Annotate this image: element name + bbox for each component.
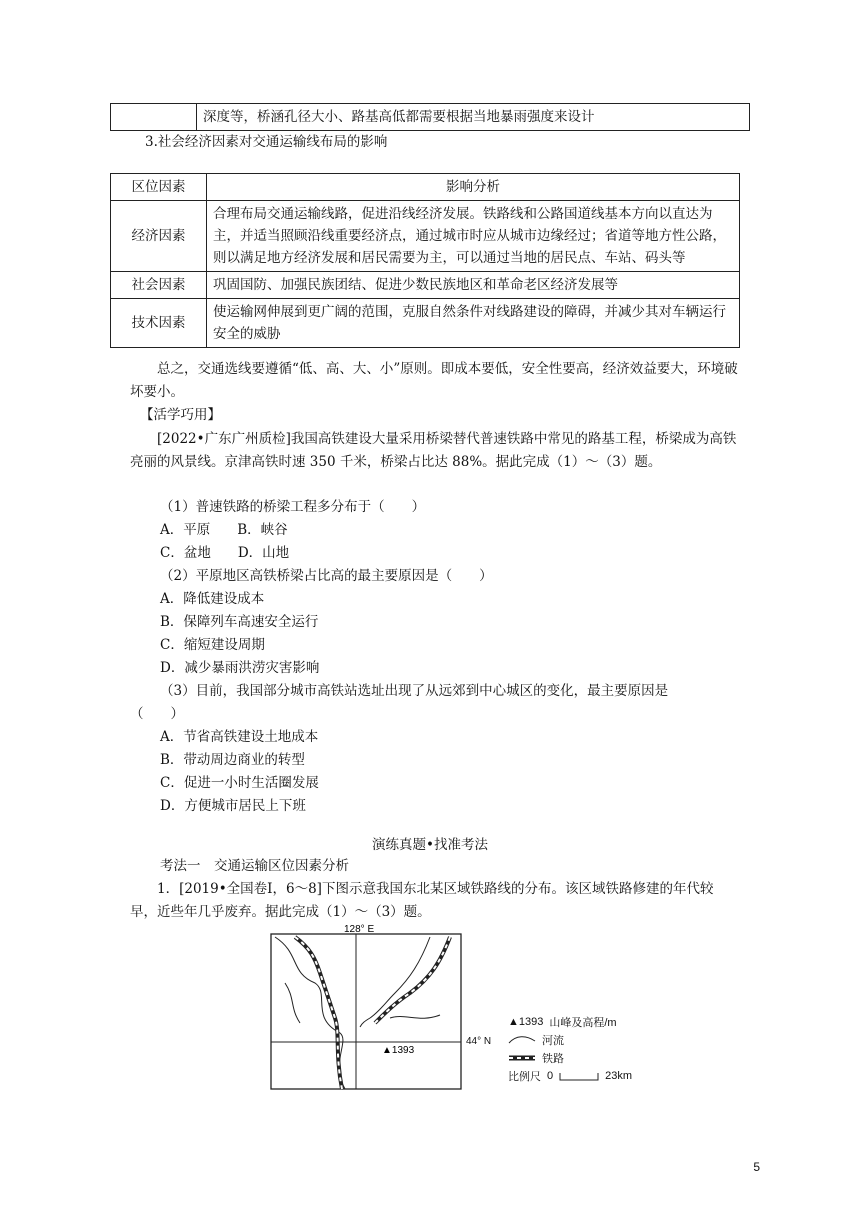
q1-options-row1: A．平原 B．峡谷 bbox=[160, 522, 288, 538]
scale-zero: 0 bbox=[547, 1070, 554, 1082]
method1-title: 考法一 交通运输区位因素分析 bbox=[160, 858, 349, 874]
legend-scale bbox=[508, 1067, 632, 1085]
railway-line bbox=[375, 937, 450, 1023]
row-analysis: 巩固国防、加强民族团结、促进少数民族地区和革命老区经济发展等 bbox=[207, 272, 740, 299]
practice-title: 【活学巧用】 bbox=[140, 407, 221, 423]
header-factor: 区位因素 bbox=[111, 174, 207, 201]
q2-option: C．缩短建设周期 bbox=[160, 637, 265, 653]
exam-intro: 1．[2019•全国卷Ⅰ，6～8]下图示意我国东北某区域铁路线的分布。该区域铁路修建的年代较早，近些年几乎废弃。据此完成（1）～（3）题。 bbox=[130, 881, 714, 920]
river-icon bbox=[508, 1035, 536, 1045]
legend-peak-label: 山峰及高程/m bbox=[549, 1017, 617, 1029]
legend-river-label: 河流 bbox=[542, 1035, 564, 1047]
top-table bbox=[110, 103, 750, 131]
river-line bbox=[285, 983, 300, 1023]
map-frame bbox=[271, 934, 461, 1089]
scale-bar-icon bbox=[559, 1071, 599, 1081]
q3-option: A．节省高铁建设土地成本 bbox=[160, 729, 319, 745]
header-analysis: 影响分析 bbox=[207, 174, 740, 201]
row-factor: 社会因素 bbox=[111, 272, 207, 299]
table-header-row bbox=[111, 174, 740, 201]
q3-option: D．方便城市居民上下班 bbox=[160, 798, 306, 814]
scale-value: 23km bbox=[605, 1070, 633, 1082]
practice-intro: [2022•广东广州质检]我国高铁建设大量采用桥梁替代普速铁路中常见的路基工程，桥梁成为高铁亮丽的风景线。京津高铁时速 350 千米，桥梁占比达 88%。据此完成（1）～（3）题。 bbox=[130, 431, 737, 470]
factor-table bbox=[110, 173, 740, 348]
q2-option: D．减少暴雨洪涝灾害影响 bbox=[160, 660, 320, 676]
railway-map bbox=[270, 923, 470, 1093]
q3-stem-cont: （ ） bbox=[130, 706, 184, 722]
table-row bbox=[111, 201, 740, 272]
legend-railway-label: 铁路 bbox=[542, 1053, 564, 1065]
longitude-label: 128° E bbox=[344, 924, 375, 935]
row-analysis: 合理布局交通运输线路，促进沿线经济发展。铁路线和公路国道线基本方向以直达为主，并适当照顾沿线重要经济点，通过城市时应从城市边缘经过；省道等地方性公路，则以满足地方经济发展和居民需要为主，可以通过当地的居民点、车站、码头等 bbox=[207, 201, 740, 272]
section-heading: 演练真题•找准考法 bbox=[372, 837, 488, 853]
peak-label: ▲1393 bbox=[382, 1045, 415, 1056]
table-row bbox=[111, 272, 740, 299]
railway-icon bbox=[508, 1053, 536, 1063]
row-factor: 经济因素 bbox=[111, 201, 207, 272]
q1-stem: （1）普速铁路的桥梁工程多分布于（ ） bbox=[160, 499, 426, 515]
legend-peak bbox=[508, 1013, 632, 1031]
legend-scale-label: 比例尺 bbox=[508, 1071, 541, 1083]
top-table-empty-cell bbox=[111, 104, 197, 131]
river-line bbox=[390, 1015, 440, 1018]
legend-river bbox=[508, 1031, 632, 1049]
q2-option: B．保障列车高速安全运行 bbox=[160, 614, 319, 630]
q2-option: A．降低建设成本 bbox=[160, 591, 265, 607]
map-legend bbox=[508, 1013, 632, 1085]
q2-stem: （2）平原地区高铁桥梁占比高的最主要原因是（ ） bbox=[160, 568, 493, 584]
section3-title: 3.社会经济因素对交通运输线布局的影响 bbox=[145, 134, 388, 150]
table-row bbox=[111, 299, 740, 348]
peak-icon: ▲1393 bbox=[508, 1016, 544, 1028]
railway-line bbox=[295, 937, 342, 1089]
legend-railway bbox=[508, 1049, 632, 1067]
page-number: 5 bbox=[753, 1160, 760, 1174]
q3-stem: （3）目前，我国部分城市高铁站选址出现了从远郊到中心城区的变化，最主要原因是 bbox=[160, 683, 669, 699]
row-analysis: 使运输网伸展到更广阔的范围，克服自然条件对线路建设的障碍，并减少其对车辆运行安全的威胁 bbox=[207, 299, 740, 348]
row-factor: 技术因素 bbox=[111, 299, 207, 348]
top-table-text-cell: 深度等，桥涵孔径大小、路基高低都需要根据当地暴雨强度来设计 bbox=[197, 104, 750, 131]
river-line bbox=[360, 937, 430, 1027]
summary-text: 总之，交通选线要遵循“低、高、大、小”原则。即成本要低，安全性要高，经济效益要大，环境破坏要小。 bbox=[130, 361, 738, 400]
q3-option: B．带动周边商业的转型 bbox=[160, 752, 305, 768]
latitude-label: 44° N bbox=[466, 1036, 492, 1047]
q3-option: C．促进一小时生活圈发展 bbox=[160, 775, 319, 791]
q1-options-row2: C．盆地 D．山地 bbox=[160, 545, 290, 561]
